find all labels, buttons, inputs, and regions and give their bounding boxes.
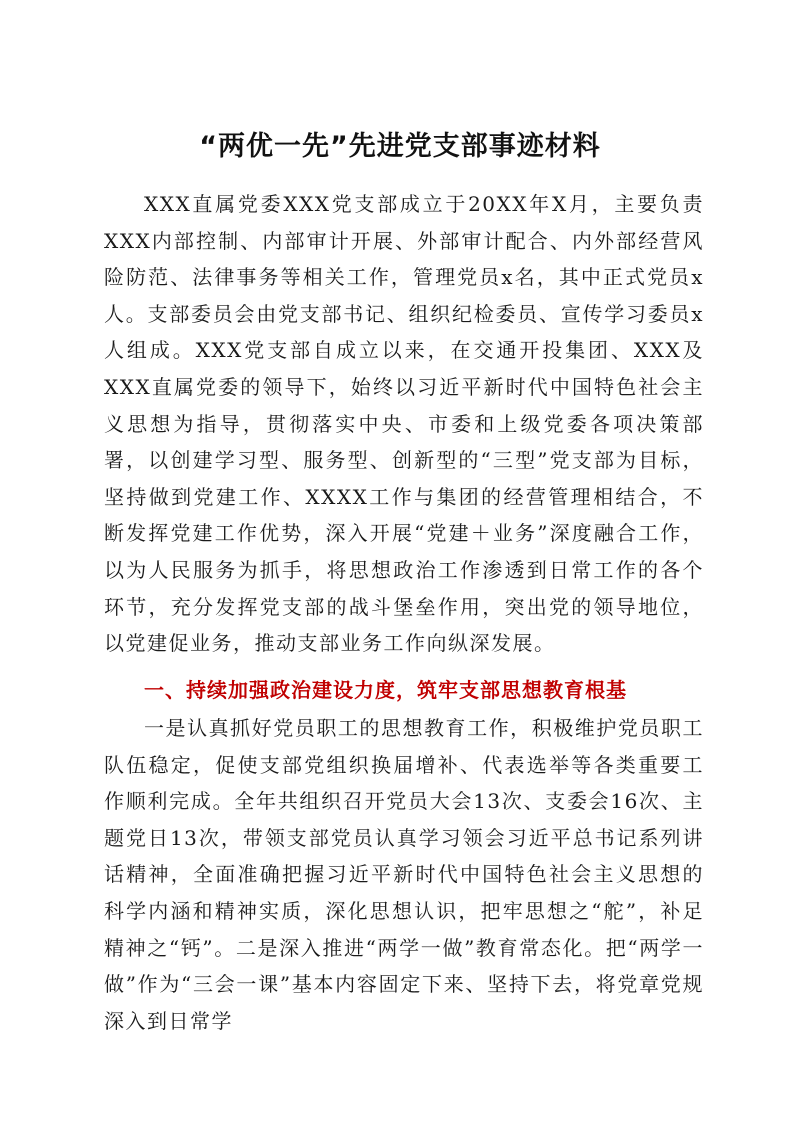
section-1-paragraph: 一是认真抓好党员职工的思想教育工作，积极维护党员职工队伍稳定，促使支部党组织换届增补、代表选举等各类重要工作顺利完成。全年共组织召开党员大会13次、支委会16次、主题党日13次，带领支部党员认真学习领会习近平总书记系列讲话精神，全面准确把握习近平新时代中国特色社会主义思想的科学内涵和精神实质，深化思想认识，把牢思想之“舵”，补足精神之“钙”。二是深入推进“两学一做”教育常态化。把“两学一做”作为“三会一课”基本内容固定下来、坚持下去，将党章党规深入到日常学 xyxy=(104,716,704,1033)
section-heading-1: 一、持续加强政治建设力度，筑牢支部思想教育根基 xyxy=(144,678,627,702)
document-title: “两优一先”先进党支部事迹材料 xyxy=(199,131,601,162)
intro-paragraph: XXX直属党委XXX党支部成立于20XX年X月，主要负责XXX内部控制、内部审计开展、外部审计配合、内外部经营风险防范、法律事务等相关工作，管理党员x名，其中正式党员x人。支部委员会由党支部书记、组织纪检委员、宣传学习委员x人组成。XXX党支部自成立以来，在交通开投集团、XXX及XXX直属党委的领导下，始终以习近平新时代中国特色社会主义思想为指导，贯彻落实中央、市委和上级党委各项决策部署，以创建学习型、服务型、创新型的“三型”党支部为目标，坚持做到党建工作、XXXX工作与集团的经营管理相结合，不断发挥党建工作优势，深入开展“党建＋业务”深度融合工作，以为人民服务为抓手，将思想政治工作渗透到日常工作的各个环节，充分发挥党支部的战斗堡垒作用，突出党的领导地位，以党建促业务，推动支部业务工作向纵深发展。 xyxy=(104,192,704,656)
